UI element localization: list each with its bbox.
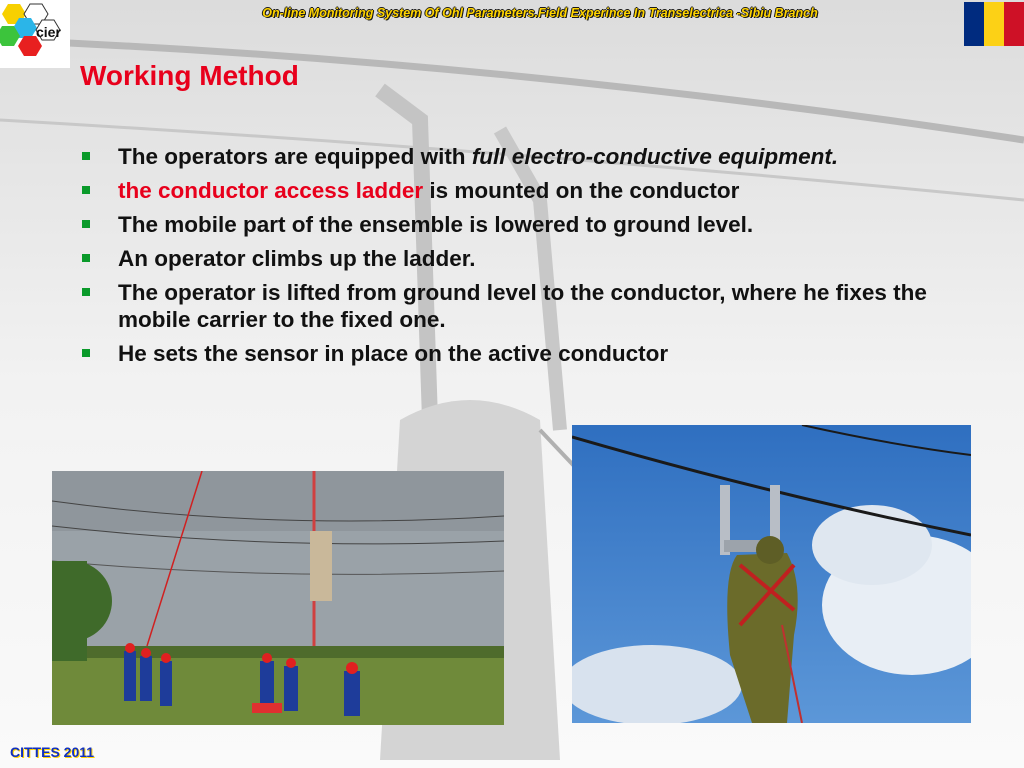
logo-text: cier [36,24,61,40]
bullet-item [80,177,940,204]
bullet-text: An operator climbs up the ladder. [118,246,476,271]
bullet-text: The operators are equipped with [118,144,472,169]
flag-stripe-blue [964,2,984,46]
romania-flag [964,2,1024,46]
bullet-text: The operator is lifted from ground level to the conductor, where he fixes the mobile carrier to the fixed one. [118,280,927,332]
bullet-text: full electro-conductive equipment. [471,144,839,169]
bullet-square-icon [82,288,90,296]
bullet-item [80,245,940,272]
bullet-square-icon [82,152,90,160]
slide-title: Working Method [80,60,299,91]
bullet-text: the conductor access ladder [118,178,424,203]
bullet-text: is mounted on the conductor [423,178,740,203]
footer-label: CITTES 2011 [10,744,95,760]
cier-logo [0,0,70,68]
bullet-item [80,279,940,333]
flag-stripe-red [1004,2,1024,46]
bullet-list [80,143,940,374]
bullet-square-icon [82,349,90,357]
flag-stripe-yellow [984,2,1004,46]
bullet-square-icon [82,186,90,194]
photo-crew-ground [52,471,504,725]
header-title: On-line Monitoring System Of Ohl Parameters.Field Experince In Transelectrica -Sibiu Branch [262,6,818,20]
bullet-square-icon [82,220,90,228]
bullet-text: The mobile part of the ensemble is lowered to ground level. [118,212,754,237]
bullet-item [80,340,940,367]
bullet-square-icon [82,254,90,262]
bullet-text: He sets the sensor in place on the active conductor [118,341,669,366]
bullet-item [80,143,940,170]
photo-operator-conductor [572,425,971,723]
bullet-item [80,211,940,238]
